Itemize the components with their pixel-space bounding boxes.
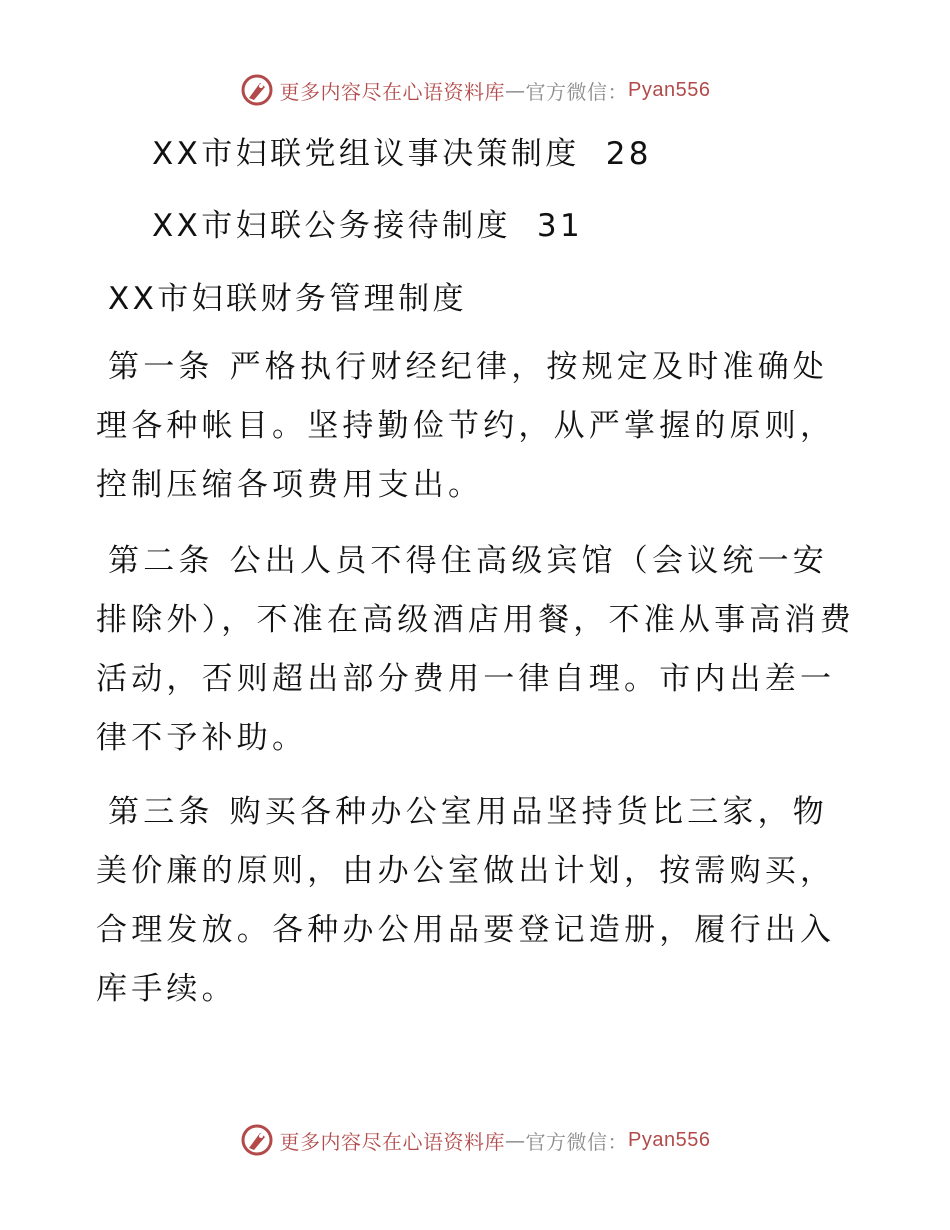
footer-watermark <box>0 1120 950 1160</box>
header-watermark <box>0 70 950 110</box>
article-paragraph <box>96 338 856 515</box>
watermark-wechat-label: 官方微信： <box>525 79 629 104</box>
article-text: 公出人员不得住高级宾馆（会议统一安排除外），不准在高级酒店用餐，不准从事高消费活动，否则超出部分费用一律自理。市内出差一律不予补助。 <box>96 543 855 756</box>
toc-entry <box>152 200 583 245</box>
toc-entry-title: XX市妇联党组议事决策制度 <box>152 136 580 172</box>
toc-entry-page: 28 <box>605 136 652 172</box>
watermark-separator: — <box>505 1128 526 1152</box>
article-label: 第二条 <box>108 543 214 579</box>
watermark-wechat-id: Pyan556 <box>628 78 711 101</box>
article-label: 第三条 <box>108 794 214 830</box>
article-text: 购买各种办公室用品坚持货比三家，物美价廉的原则，由办公室做出计划，按需购买，合理发放。各种办公用品要登记造册，履行出入库手续。 <box>96 794 836 1007</box>
article-text: 严格执行财经纪律，按规定及时准确处理各种帐目。坚持勤俭节约，从严掌握的原则，控制压缩各项费用支出。 <box>96 349 836 503</box>
watermark-separator: — <box>505 78 526 102</box>
article-paragraph <box>96 783 856 1019</box>
watermark-text: 更多内容尽在心语资料库 <box>279 79 506 104</box>
pen-nib-logo-icon <box>240 1123 274 1157</box>
watermark-wechat-id: Pyan556 <box>628 1128 711 1151</box>
watermark-text: 更多内容尽在心语资料库 <box>279 1129 506 1154</box>
pen-nib-logo-icon <box>240 73 274 107</box>
watermark-wechat-label: 官方微信： <box>525 1129 629 1154</box>
toc-entry <box>152 128 652 173</box>
article-paragraph <box>96 532 856 768</box>
section-title: XX市妇联财务管理制度 <box>108 281 467 317</box>
toc-entry-page: 31 <box>536 208 584 244</box>
article-label: 第一条 <box>108 349 214 385</box>
toc-entry-title: XX市妇联公务接待制度 <box>152 208 511 244</box>
